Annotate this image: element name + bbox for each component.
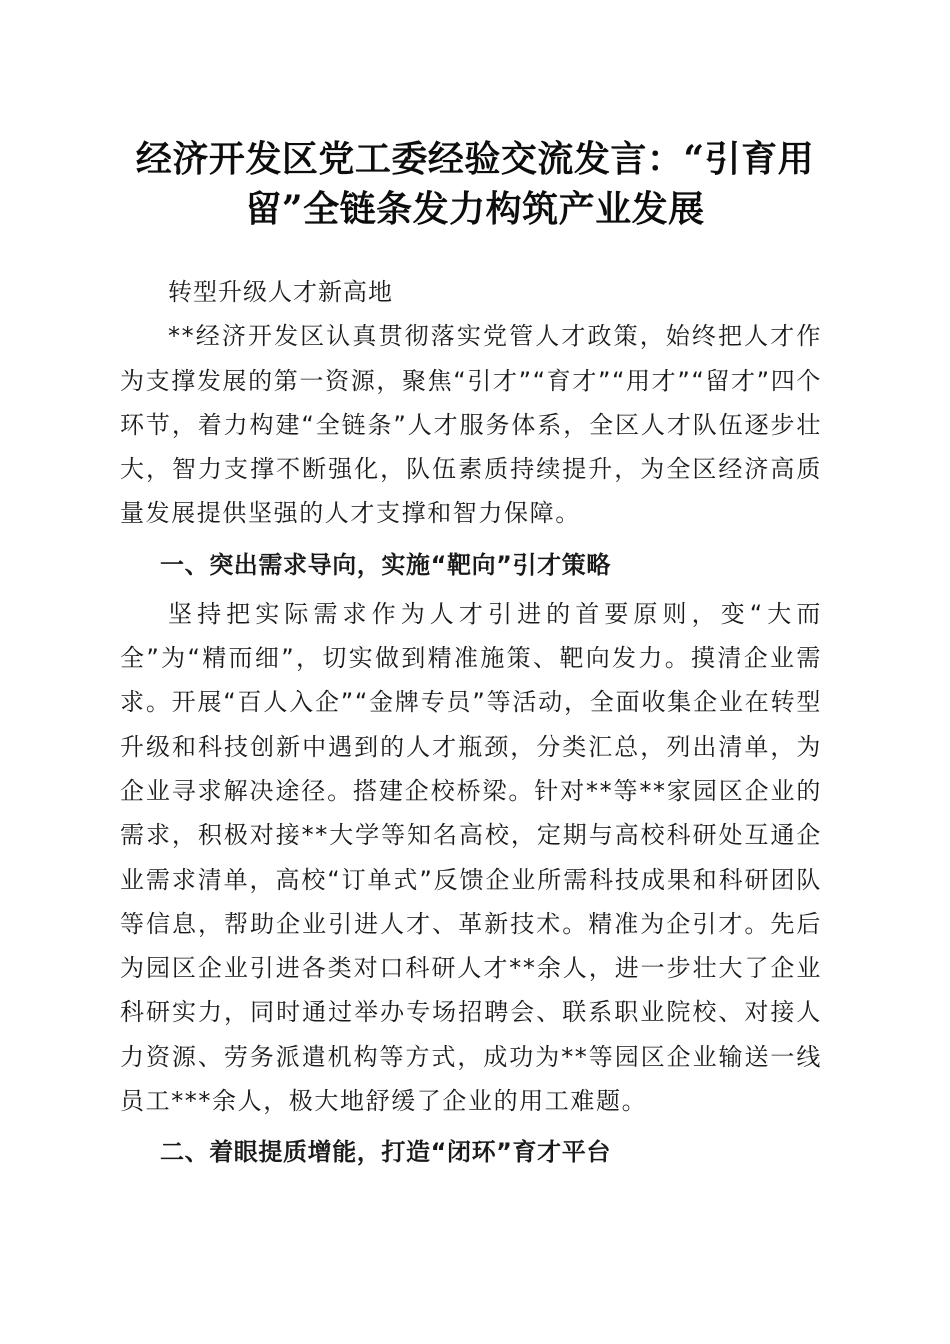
section-heading: 一、突出需求导向，实施“靶向”引才策略 xyxy=(160,550,611,579)
section-heading: 二、着眼提质增能，打造“闭环”育才平台 xyxy=(160,1138,611,1167)
body-paragraph: 转型升级人才新高地 xyxy=(168,278,393,306)
document-title: 经济开发区党工委经验交流发言：“引育用留”全链条发力构筑产业发展 xyxy=(135,138,815,230)
document-body xyxy=(120,270,822,1179)
body-paragraph: **经济开发区认真贯彻落实党管人才政策，始终把人才作为支撑发展的第一资源，聚焦“引才”“育才”“用才”“留才”四个环节，着力构建“全链条”人才服务体系，全区人才队伍逐步壮大，智力支撑不断强化，队伍素质持续提升，为全区经济高质量发展提供坚强的人才支撑和智力保障。 xyxy=(120,322,822,528)
body-paragraph: 坚持把实际需求作为人才引进的首要原则，变“大而全”为“精而细”，切实做到精准施策、靶向发力。摸清企业需求。开展“百人入企”“金牌专员”等活动，全面收集企业在转型升级和科技创新中遇到的人才瓶颈，分类汇总，列出清单，为企业寻求解决途径。搭建企校桥梁。针对**等**家园区企业的需求，积极对接**大学等知名高校，定期与高校科研处互通企业需求清单，高校“订单式”反馈企业所需科技成果和科研团队等信息，帮助企业引进人才、革新技术。精准为企引才。先后为园区企业引进各类对口科研人才**余人，进一步壮大了企业科研实力，同时通过举办专场招聘会、联系职业院校、对接人力资源、劳务派遣机构等方式，成功为**等园区企业输送一线员工***余人，极大地舒缓了企业的用工难题。 xyxy=(120,599,822,1116)
